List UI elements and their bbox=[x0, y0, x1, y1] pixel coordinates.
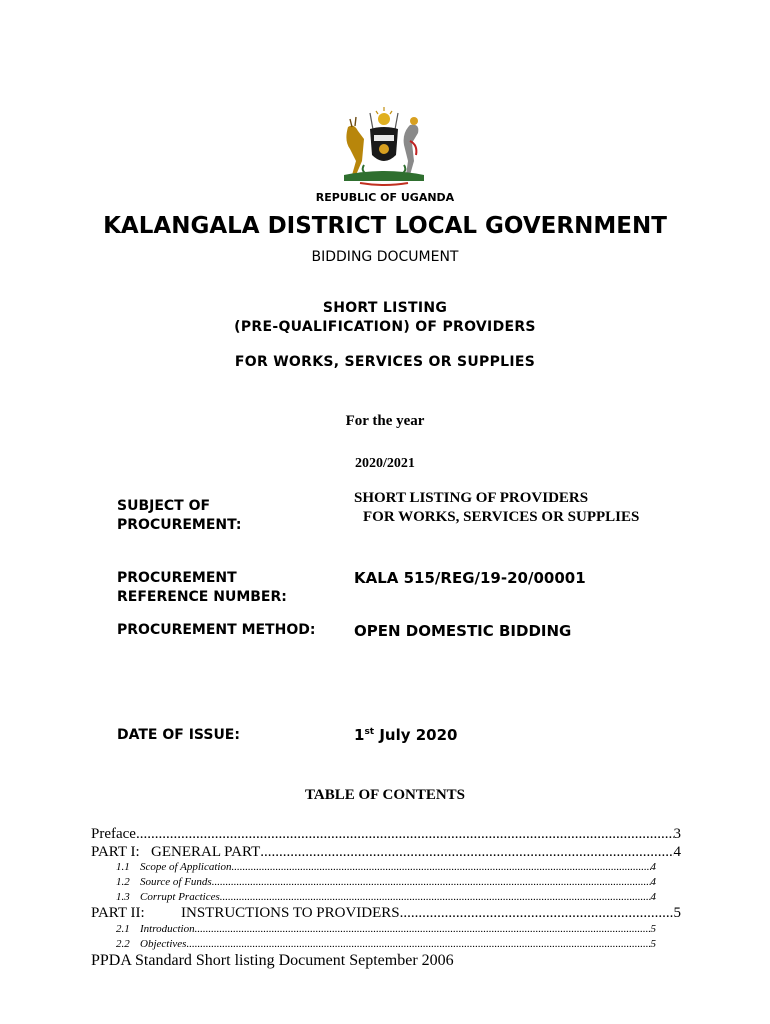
toc-entry-number: 2.2 bbox=[116, 938, 130, 950]
title-line-1: SHORT LISTING bbox=[322, 300, 448, 316]
subject-value-line-1: SHORT LISTING OF PROVIDERS bbox=[354, 490, 589, 506]
subject-value-line-2: FOR WORKS, SERVICES OR SUPPLIES bbox=[363, 509, 640, 525]
coat-of-arms-icon bbox=[330, 105, 438, 187]
toc-entry-page: 5 bbox=[673, 905, 681, 921]
reference-value: KALA 515/REG/19-20/00001 bbox=[354, 569, 586, 587]
government-title: KALANGALA DISTRICT LOCAL GOVERNMENT bbox=[103, 213, 667, 239]
reference-label-line-1: PROCUREMENT bbox=[117, 570, 237, 586]
method-value: OPEN DOMESTIC BIDDING bbox=[354, 622, 572, 640]
toc-entry-2-2[interactable] bbox=[116, 938, 656, 950]
toc-entry-title: Objectives bbox=[140, 938, 187, 950]
toc-dot-leader bbox=[220, 891, 651, 903]
method-label: PROCUREMENT METHOD: bbox=[117, 622, 316, 638]
toc-entry-title: Scope of Application bbox=[140, 861, 232, 873]
toc-entry-page: 4 bbox=[650, 861, 656, 873]
toc-entry-preface[interactable] bbox=[91, 826, 681, 843]
toc-dot-leader bbox=[136, 826, 674, 843]
toc-entry-number: 1.2 bbox=[116, 876, 130, 888]
date-value bbox=[354, 726, 457, 744]
date-suffix: st bbox=[364, 727, 375, 737]
year-label: For the year bbox=[345, 413, 425, 429]
toc-dot-leader bbox=[260, 844, 673, 861]
footer-text: PPDA Standard Short listing Document September 2006 bbox=[91, 952, 454, 969]
toc-entry-title: Corrupt Practices bbox=[140, 891, 220, 903]
toc-entry-number: 2.1 bbox=[116, 923, 130, 935]
date-month-year: July 2020 bbox=[374, 726, 458, 744]
subject-label-line-2: PROCUREMENT: bbox=[117, 517, 242, 533]
republic-label: REPUBLIC OF UGANDA bbox=[315, 191, 455, 204]
toc-dot-leader bbox=[212, 876, 651, 888]
toc-entry-page: 4 bbox=[650, 891, 656, 903]
toc-entry-page: 5 bbox=[650, 923, 656, 935]
date-day: 1 bbox=[354, 726, 365, 744]
toc-entry-2-1[interactable] bbox=[116, 923, 656, 935]
subject-label bbox=[117, 497, 242, 535]
toc-entry-title: GENERAL PART bbox=[151, 844, 261, 860]
title-line-2: (PRE-QUALIFICATION) OF PROVIDERS bbox=[234, 319, 536, 335]
toc-entry-title: Preface bbox=[91, 826, 136, 842]
toc-entry-number: PART I: bbox=[91, 844, 140, 860]
toc-heading: TABLE OF CONTENTS bbox=[304, 787, 466, 803]
toc-entry-page: 4 bbox=[673, 844, 681, 860]
toc-entry-1-2[interactable] bbox=[116, 876, 656, 888]
reference-label-line-2: REFERENCE NUMBER: bbox=[117, 589, 287, 605]
toc-entry-page: 5 bbox=[650, 938, 656, 950]
subject-value bbox=[354, 489, 639, 527]
toc-entry-title: Source of Funds bbox=[140, 876, 212, 888]
toc-dot-leader bbox=[195, 923, 651, 935]
toc-entry-number: 1.1 bbox=[116, 861, 130, 873]
toc-dot-leader bbox=[231, 861, 650, 873]
toc-entry-1-1[interactable] bbox=[116, 861, 656, 873]
toc-entry-page: 4 bbox=[650, 876, 656, 888]
toc-entry-number: 1.3 bbox=[116, 891, 130, 903]
toc-entry-page: 3 bbox=[673, 826, 681, 842]
reference-label bbox=[117, 569, 287, 607]
toc-entry-title: INSTRUCTIONS TO PROVIDERS bbox=[181, 905, 400, 921]
date-label: DATE OF ISSUE: bbox=[117, 727, 240, 743]
toc-entry-1-3[interactable] bbox=[116, 891, 656, 903]
subject-label-line-1: SUBJECT OF bbox=[117, 498, 211, 514]
document-type: BIDDING DOCUMENT bbox=[311, 249, 459, 265]
toc-entry-part-1[interactable] bbox=[91, 844, 681, 861]
toc-dot-leader bbox=[400, 905, 674, 922]
toc-entry-number: PART II: bbox=[91, 905, 145, 921]
year-value: 2020/2021 bbox=[355, 456, 415, 471]
title-line-3: FOR WORKS, SERVICES OR SUPPLIES bbox=[234, 354, 536, 370]
toc-dot-leader bbox=[186, 938, 650, 950]
toc-entry-part-2[interactable] bbox=[91, 905, 681, 922]
toc-entry-title: Introduction bbox=[140, 923, 195, 935]
